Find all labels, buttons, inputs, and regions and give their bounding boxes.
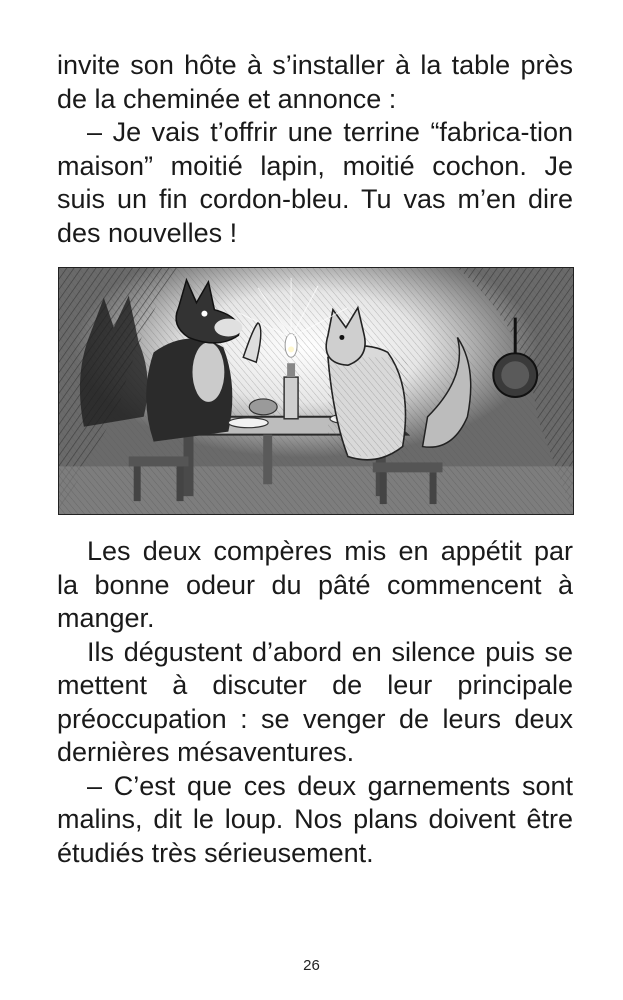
text-block-bottom — [57, 535, 573, 870]
page-number: 26 — [303, 957, 320, 974]
text-block-top — [57, 49, 573, 250]
cave-dinner-sketch-icon — [59, 268, 573, 514]
paragraph-dialogue-2: – C’est que ces deux garnements sont malins, dit le loup. Nos plans doivent être étudiés très sérieusement. — [57, 770, 573, 868]
sketch-illustration — [58, 267, 574, 515]
paragraph-narration-2: Ils dégustent d’abord en silence puis se mettent à discuter de leur principale préoccupation : se venger de leurs deux dernières mésaventures. — [57, 636, 573, 767]
paragraph-dialogue: – Je vais t’offrir une terrine “fabrica-tion maison” moitié lapin, moitié cochon. Je suis un fin cordon-bleu. Tu vas m’en dire des nouvelles ! — [57, 117, 573, 248]
paragraph-narration-1: Les deux compères mis en appétit par la bonne odeur du pâté commencent à manger. — [57, 536, 573, 633]
paragraph-continuation: invite son hôte à s’installer à la table près de la cheminée et annonce : — [57, 50, 573, 114]
